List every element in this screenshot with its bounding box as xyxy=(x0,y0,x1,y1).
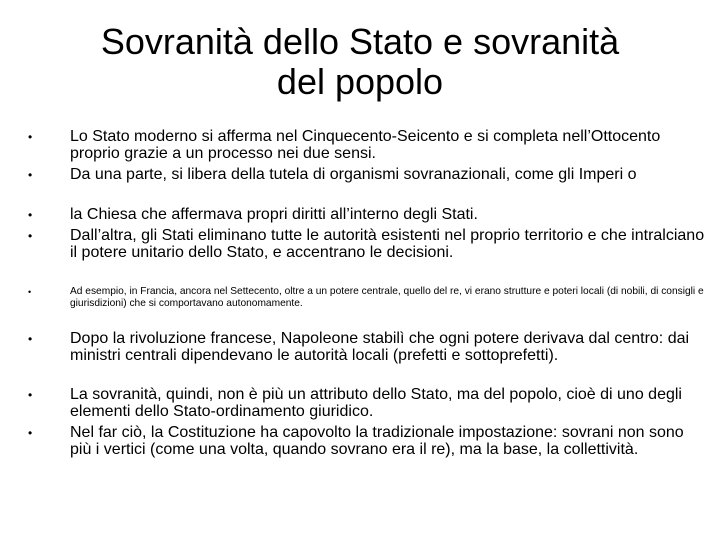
bullet-text: Dall’altra, gli Stati eliminano tutte le autorità esistenti nel proprio territorio e che intralciano il potere unitario dello Stato, e accentrano le decisioni. xyxy=(70,227,705,261)
bullet-marker: • xyxy=(28,426,33,440)
slide-title-line-1: Sovranità dello Stato e sovranità xyxy=(100,21,620,62)
bullet-marker: • xyxy=(28,168,33,182)
bullet-text: Dopo la rivoluzione francese, Napoleone stabilì che ogni potere derivava dal centro: dai ministri centrali dipendevano le autorità locali (prefetti e sottoprefetti). xyxy=(70,330,690,364)
bullet-text: Da una parte, si libera della tutela di organismi sovranazionali, come gli Imperi o xyxy=(70,166,637,183)
bullet-text: Lo Stato moderno si afferma nel Cinquecento-Seicento e si completa nell’Ottocento proprio grazie a un processo nei due sensi. xyxy=(70,128,661,162)
bullet-marker: • xyxy=(28,332,33,346)
bullet-marker: • xyxy=(28,208,33,222)
bullet-text: la Chiesa che affermava propri diritti all’interno degli Stati. xyxy=(70,206,478,223)
bullet-marker: • xyxy=(28,388,33,402)
bullet-marker: • xyxy=(28,130,33,144)
bullet-text: La sovranità, quindi, non è più un attributo dello Stato, ma del popolo, cioè di uno degli elementi dello Stato-ordinamento giuridico. xyxy=(70,386,682,420)
bullet-text: Nel far ciò, la Costituzione ha capovolto la tradizionale impostazione: sovrani non sono più i vertici (come una volta, quando sovrano era il re), ma la base, la collettività. xyxy=(70,424,684,458)
slide-title-line-2: del popolo xyxy=(276,61,444,102)
slide-title xyxy=(30,22,690,102)
bullet-marker: • xyxy=(28,229,33,243)
bullet-marker: • xyxy=(28,287,32,297)
bullet-text: Ad esempio, in Francia, ancora nel Settecento, oltre a un potere centrale, quello del re, vi erano strutture e poteri locali (di nobili, di consigli e giurisdizioni) che si comportavano autonomamente. xyxy=(70,286,704,309)
